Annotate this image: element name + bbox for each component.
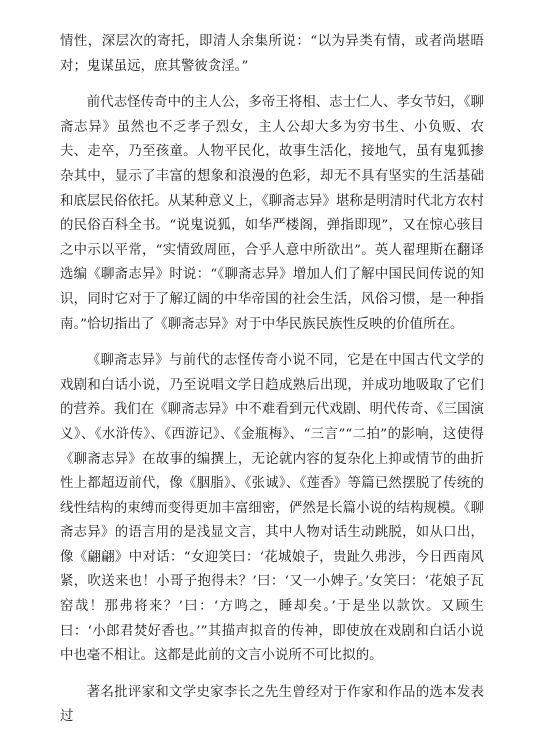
paragraph-2: 前代志怪传奇中的主人公，多帝王将相、志士仁人、孝女节妇，《聊斋志异》虽然也不乏孝子烈女，主人公却大多为穷书生、小负贩、农夫、走卒，乃至孩童。人物平民化，故事生活化，接地气，虽有鬼狐掺杂其中，显示了丰富的想象和浪漫的色彩，却无不具有坚实的生活基础和底层民俗依托。从某种意义上，《聊斋志异》堪称是明清时代北方农村的民俗百科全书。“说鬼说狐，如华严楼阁，弹指即现”，又在惊心骇目之中示以平常，“实情致周匝，合乎人意中所欲出”。英人翟理斯在翻译选编《聊斋志异》时说：“《聊斋志异》增加人们了解中国民间传说的知识，同时它对于了解辽阔的中华帝国的社会生活，风俗习惯，是一种指南。”恰切指出了《聊斋志异》对于中华民族民族性反映的价值所在。: [60, 95, 484, 332]
document-page: [60, 30, 484, 730]
paragraph-4: 著名批评家和文学史家李长之先生曾经对于作家和作品的选本发表过: [60, 684, 484, 725]
paragraph-1: 情性，深层次的寄托，即清人余集所说：“以为异类有情，或者尚堪晤对；鬼谋虽远，庶其警彼贪淫。”: [60, 34, 484, 74]
paragraph-3: 《聊斋志异》与前代的志怪传奇小说不同，它是在中国古代文学的戏剧和白话小说，乃至说唱文学日趋成熟后出现，并成功地吸取了它们的营养。我们在《聊斋志异》中不难看到元代戏剧、明代传奇、《三国演义》、《水浒传》、《西游记》、《金瓶梅》、“三言”“二拍”的影响，这使得《聊斋志异》在故事的编撰上，无论就内容的复杂化上抑或情节的曲折性上都超迈前代，像《胭脂》、《张诚》、《莲香》等篇已然摆脱了传统的线性结构的束缚而变得更加丰富细密，俨然是长篇小说的结构规模。《聊斋志异》的语言用的是浅显文言，其中人物对话生动跳脱，如从口出，像《翩翩》中对话：“女迎笑曰：‘花城娘子，贵趾久弗涉，今日西南风紧，吹送来也！小哥子抱得未？’曰：‘又一小婢子。’女笑曰：‘花娘子瓦窑哉！那弗将来？’曰：‘方鸣之，睡却矣。’于是坐以款饮。又顾生曰：‘小郎君焚好香也。’”其描声拟音的传神，即使放在戏剧和白话小说中也毫不相让。这都是此前的文言小说所不可比拟的。: [60, 353, 484, 664]
